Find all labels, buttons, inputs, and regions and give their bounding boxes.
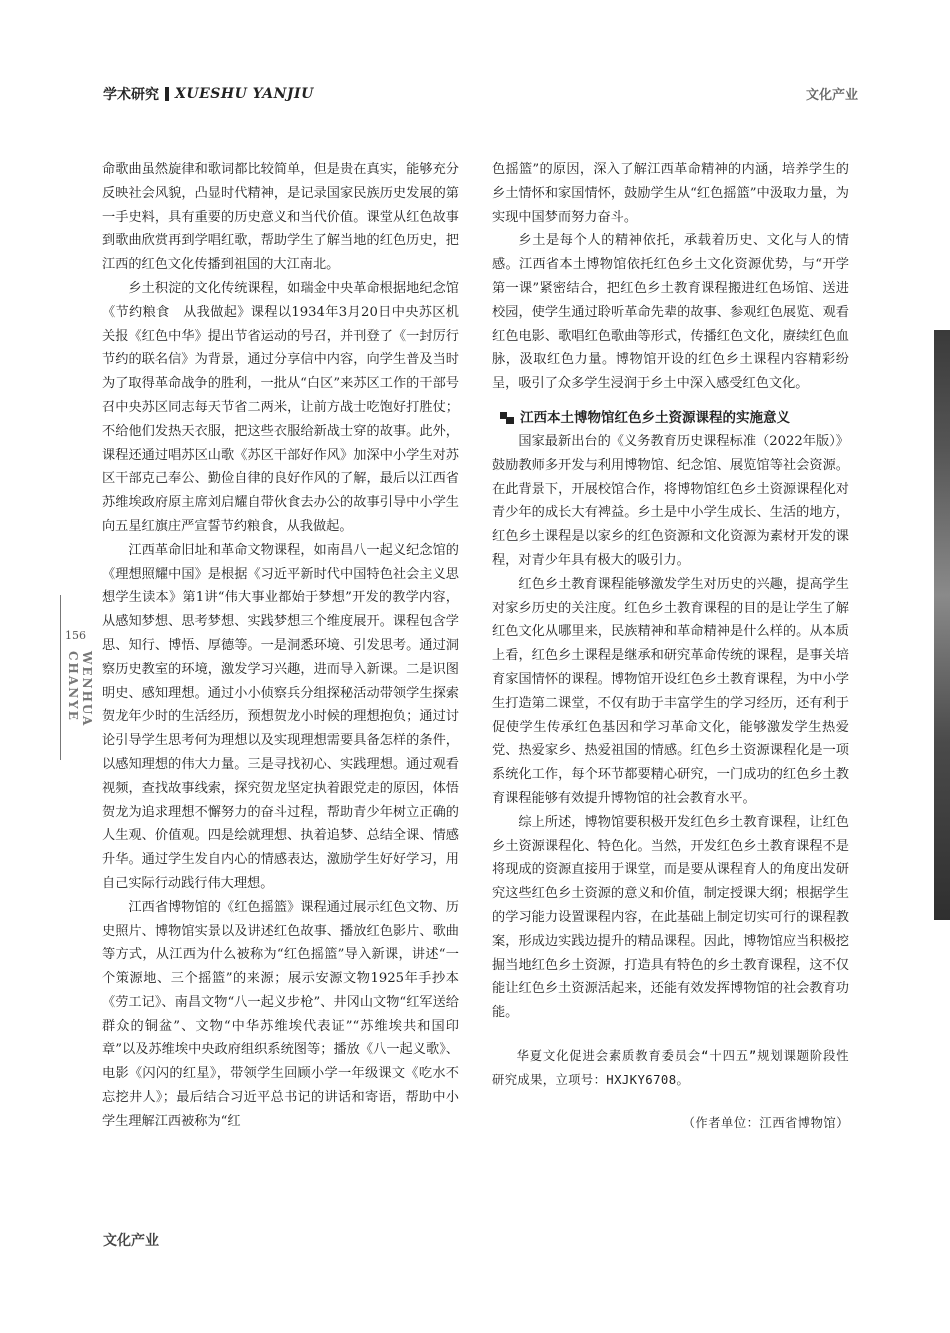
edge-photo bbox=[934, 330, 950, 920]
section-heading bbox=[492, 406, 849, 430]
journal-name-header: 文化产业 bbox=[806, 88, 859, 103]
paragraph: 江西革命旧址和革命文物课程，如南昌八一起义纪念馆的《理想照耀中国》是根据《习近平新时代中国特色社会主义思想学生读本》第1讲“伟大事业都始于梦想”开发的教学内容，从感知梦想、思考梦想、实践梦想三个维度展开。课程包含学思、知行、博悟、厚德等。一是洞悉环境、引发思考。通过洞察历史教室的环境，激发学习兴趣，进而导入新课。二是识图明史、感知理想。通过小小侦察兵分组探秘活动带领学生探索贺龙年少时的生活经历，预想贺龙小时候的理想抱负；通过讨论引导学生思考何为理想以及实现理想需要具备怎样的条件，以感知理想的伟大力量。三是寻找初心、实践理想。通过观看视频，查找故事线索，探究贺龙坚定执着跟党走的原因，体悟贺龙为追求理想不懈努力的奋斗过程，帮助青少年树立正确的人生观、价值观。四是绘就理想、执着追梦、总结全课、情感升华。通过学生发自内心的情感表达，激励学生好好学习，用自己实际行动践行伟大理想。 bbox=[102, 542, 459, 891]
funding-note: 华夏文化促进会素质教育委员会“十四五”规划课题阶段性研究成果，立项号：HXJKY6708。 bbox=[492, 1048, 849, 1087]
right-column bbox=[492, 158, 849, 1136]
paragraph: 命歌曲虽然旋律和歌词都比较简单，但是贵在真实，能够充分反映社会风貌，凸显时代精神，是记录国家民族历史发展的第一手史料，具有重要的历史意义和当代价值。课堂从红色故事到歌曲欣赏再到学唱红歌，帮助学生了解当地的红色历史，把江西的红色文化传播到祖国的大江南北。 bbox=[102, 162, 459, 273]
author-affiliation: （作者单位：江西省博物馆） bbox=[682, 1116, 849, 1131]
left-column bbox=[102, 158, 459, 1134]
paragraph: 综上所述，博物馆要积极开发红色乡土教育课程，让红色乡土资源课程化、特色化。当然，开发红色乡土教育课程不是将现成的资源直接用于课堂，而是要从课程育人的角度出发研究这些红色乡土资源的意义和价值，制定授课大纲；根据学生的学习能力设置课程内容，在此基础上制定切实可行的课程教案，形成边实践边提升的精品课程。因此，博物馆应当积极挖掘当地红色乡土资源，打造具有特色的乡土教育课程，这不仅能让红色乡土资源活起来，还能有效发挥博物馆的社会教育功能。 bbox=[492, 814, 849, 1021]
journal-name-footer: 文化产业 bbox=[103, 1233, 159, 1249]
heading-square-icon bbox=[500, 412, 514, 424]
section-title-latin: XUESHU YANJIU bbox=[175, 86, 314, 102]
section-heading-text: 江西本土博物馆红色乡土资源课程的实施意义 bbox=[520, 409, 790, 426]
page-number: 156 bbox=[65, 629, 86, 642]
journal-latin-vertical: WENHUA CHANYE bbox=[66, 651, 94, 728]
paragraph: 色摇篮”的原因，深入了解江西革命精神的内涵，培养学生的乡土情怀和家国情怀，鼓励学生从“红色摇篮”中汲取力量，为实现中国梦而努力奋斗。 bbox=[492, 162, 849, 225]
running-header bbox=[103, 84, 314, 104]
header-divider bbox=[165, 87, 169, 101]
side-page-mark bbox=[58, 595, 94, 795]
paragraph: 江西省博物馆的《红色摇篮》课程通过展示红色文物、历史照片、博物馆实景以及讲述红色故事、播放红色影片、歌曲等方式，从江西为什么被称为“红色摇篮”导入新课，讲述“一个策源地、三个摇篮”的来源；展示安源文物1925年手抄本《劳工记》、南昌文物“八一起义步枪”、井冈山文物“红军送给群众的铜盆”、文物“中华苏维埃代表证”“苏维埃共和国印章”以及苏维埃中央政府组织系统图等；播放《八一起义歌》、电影《闪闪的红星》，带领学生回顾小学一年级课文《吃水不忘挖井人》；最后结合习近平总书记的讲话和寄语，帮助中小学生理解江西被称为“红 bbox=[102, 899, 459, 1129]
side-rule bbox=[60, 595, 61, 760]
paragraph: 红色乡土教育课程能够激发学生对历史的兴趣，提高学生对家乡历史的关注度。红色乡土教育课程的目的是让学生了解红色文化从哪里来，民族精神和革命精神是什么样的。从本质上看，红色乡土课程是继承和研究革命传统的课程，是事关培育家国情怀的课程。博物馆开设红色乡土教育课程，为中小学生打造第二课堂，不仅有助于丰富学生的学习经历，还有利于促使学生传承红色基因和学习革命文化，能够激发学生热爱党、热爱家乡、热爱祖国的情感。红色乡土资源课程化是一项系统化工作，每个环节都要精心研究，一门成功的红色乡土教育课程能够有效提升博物馆的社会教育水平。 bbox=[492, 576, 849, 806]
paragraph: 乡土积淀的文化传统课程，如瑞金中央革命根据地纪念馆《节约粮食 从我做起》课程以1934年3月20日中央苏区机关报《红色中华》提出节省运动的号召，并刊登了《一封厉行节约的联名信》为背景，通过分享信中内容，向学生普及当时为了取得革命战争的胜利，一批从“白区”来苏区工作的干部号召中央苏区同志每天节省二两米，让前方战士吃饱好打胜仗；不给他们发热天衣服，把这些衣服给新战士穿的故事。此外，课程还通过唱苏区山歌《苏区干部好作风》加深中小学生对苏区干部克己奉公、勤俭自律的良好作风的了解，最后以江西省苏维埃政府原主席刘启耀自带伙食去办公的故事引导中小学生向五星红旗庄严宣誓节约粮食，从我做起。 bbox=[102, 280, 459, 534]
paragraph: 国家最新出台的《义务教育历史课程标准（2022年版）》鼓励教师多开发与利用博物馆、纪念馆、展览馆等社会资源。在此背景下，开展校馆合作，将博物馆红色乡土资源课程化对青少年的成长大有裨益。乡土是中小学生成长、生活的地方，红色乡土课程是以家乡的红色资源和文化资源为素材开发的课程，对青少年具有极大的吸引力。 bbox=[492, 433, 849, 568]
section-title-cn: 学术研究 bbox=[103, 87, 159, 103]
paragraph: 乡土是每个人的精神依托，承载着历史、文化与人的情感。江西省本土博物馆依托红色乡土文化资源优势，与“开学第一课”紧密结合，把红色乡土教育课程搬进红色场馆、送进校园，使学生通过聆听革命先辈的故事、参观红色展览、观看红色电影、歌唱红色歌曲等形式，传播红色文化，赓续红色血脉，汲取红色力量。博物馆开设的红色乡土课程内容精彩纷呈，吸引了众多学生浸润于乡土中深入感受红色文化。 bbox=[492, 233, 849, 392]
